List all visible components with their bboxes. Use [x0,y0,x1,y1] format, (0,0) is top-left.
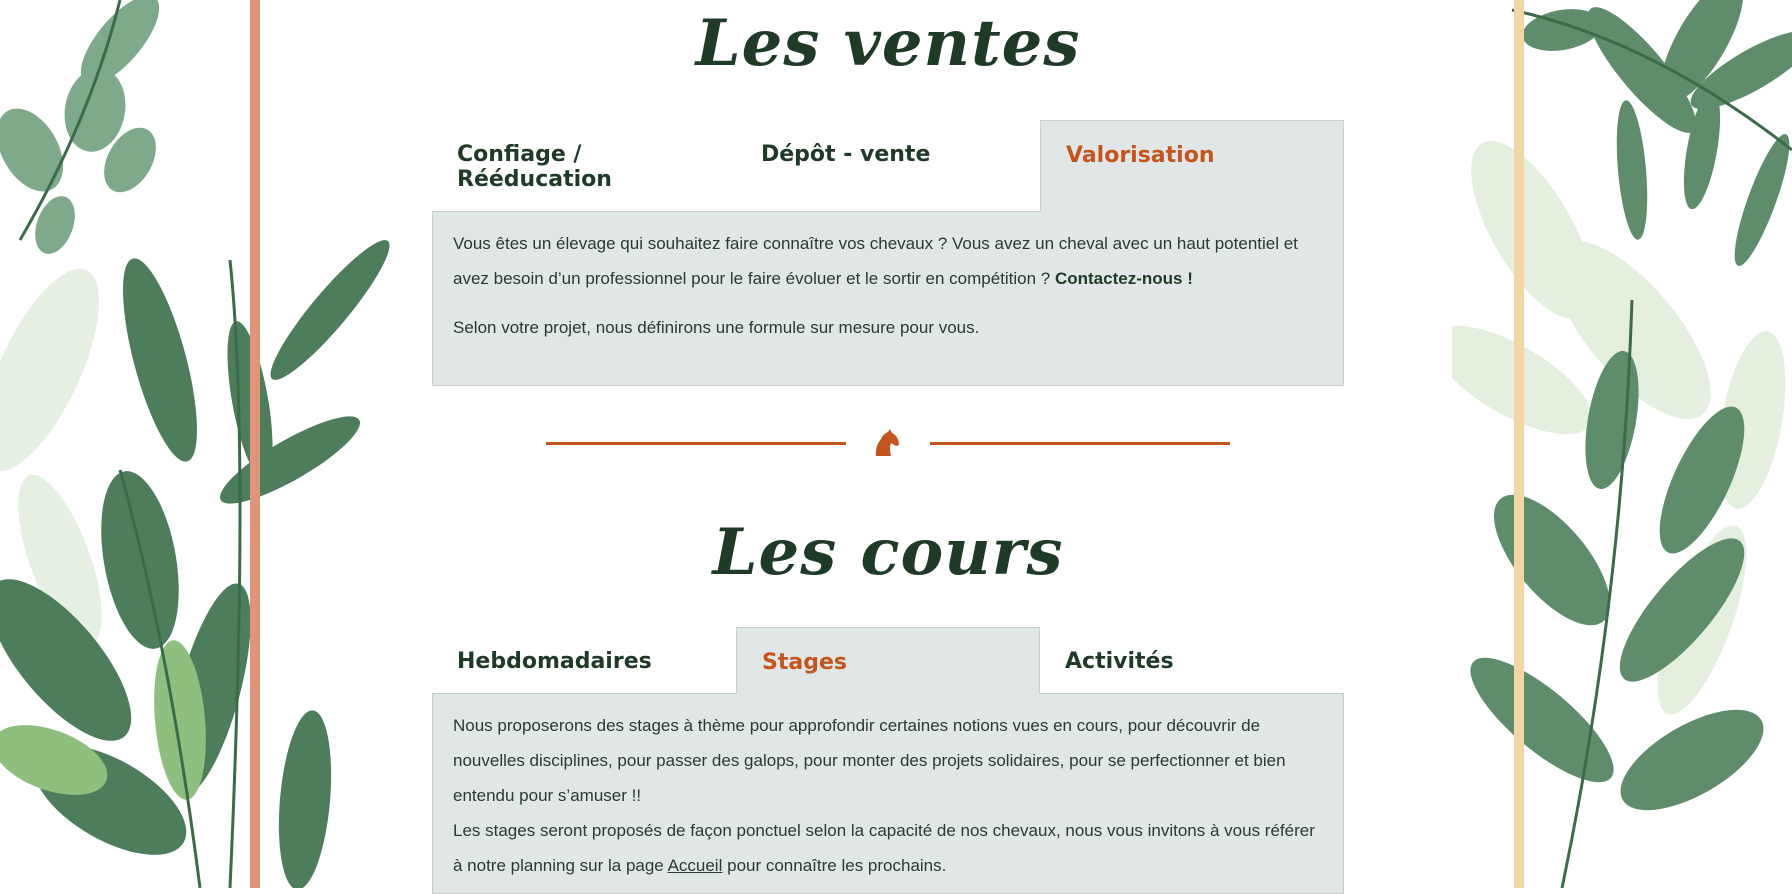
tab-depot-vente[interactable]: Dépôt - vente [736,120,1040,212]
ventes-tabs [432,120,1344,212]
cours-paragraph-1: Nous proposerons des stages à thème pour approfondir certaines notions vues en cours, pour découvrir de nouvelles disciplines, pour passer des galops, pour monter des projets solidaires, pour se perfectionner et bien entendu pour s’amuser !! [453,716,1286,805]
left-foliage-decoration [0,0,390,888]
tab-activites[interactable]: Activités [1040,627,1344,694]
left-stripe [250,0,260,888]
cours-tab-panel [432,694,1344,894]
tab-valorisation[interactable]: Valorisation [1040,120,1344,212]
divider-line-left [546,442,846,445]
tab-confiage-reeducation[interactable]: Confiage / Rééducation [432,120,736,212]
leaves-illustration-right [1452,0,1792,888]
contact-us-link[interactable]: Contactez-nous ! [1054,269,1193,288]
cours-paragraph-2 [453,813,1323,883]
ventes-tab-panel [432,212,1344,386]
horse-head-icon [872,428,902,458]
ventes-p1-text: Vous êtes un élevage qui souhaitez faire connaître vos chevaux ? Vous avez un cheval avec un haut potentiel et avez besoin d’un professionnel pour le faire évoluer et le sortir en compétition ? [453,234,1298,288]
ventes-paragraph-2: Selon votre projet, nous définirons une formule sur mesure pour vous. [453,318,980,337]
tab-hebdomadaires[interactable]: Hebdomadaires [432,627,736,694]
tab-stages[interactable]: Stages [736,627,1040,694]
leaves-illustration-left [0,0,390,888]
right-foliage-decoration [1452,0,1792,888]
accueil-link[interactable]: Accueil [667,856,723,875]
cours-title: Les cours [712,515,1064,590]
cours-tabs [432,627,1344,694]
cours-p2-after: pour connaître les prochains. [727,856,947,875]
ventes-paragraph-1 [453,226,1323,296]
ventes-title: Les ventes [695,6,1081,81]
section-divider [432,424,1344,464]
cours-p2-before: Les stages seront proposés de façon ponctuel selon la capacité de nos chevaux, nous vous invitons à vous référer à notre planning sur la page [453,821,1315,875]
right-stripe [1514,0,1524,888]
divider-line-right [930,442,1230,445]
